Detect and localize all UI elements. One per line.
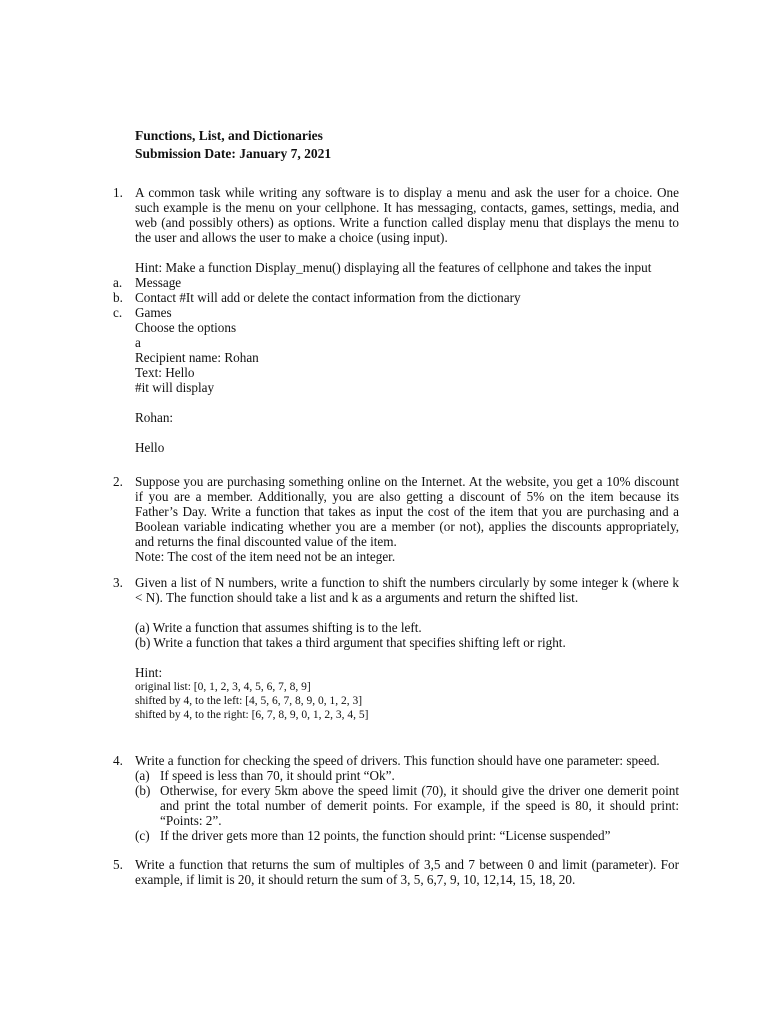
part-a: (a) Write a function that assumes shifting is to the left. [135, 620, 422, 635]
question-number: 2. [113, 474, 123, 489]
part-a: (a) If speed is less than 70, it should print “Ok”. [135, 768, 395, 783]
part-b: (b) Otherwise, for every 5km above the speed limit (70), it should give the driver one demerit point and print the total number of demerit points. For example, if the speed is 80, it should print: “Points: 2”. [135, 783, 679, 828]
question-text: Suppose you are purchasing something online on the Internet. At the website, you get a 10% discount if you are a member. Additionally, you are also getting a discount of 5% on the item because its Father’s Day. Write a function that takes as input the cost of the item that you are purchasing and a Boolean variable indicating whether you are a member (or not), applies the discounts appropriately, and returns the final discounted value of the item. [135, 474, 679, 549]
example-interaction: Choose the options a Recipient name: Rohan Text: Hello #it will display Rohan: Hello [113, 320, 679, 455]
menu-option-a: a. Message [113, 275, 182, 290]
hint-text: Hint: Make a function Display_menu() displaying all the features of cellphone and takes the input [135, 260, 652, 275]
part-b: (b) Write a function that takes a third argument that specifies shifting left or right. [135, 635, 566, 650]
question-2 [113, 474, 679, 564]
example-output-name: Rohan: [135, 410, 174, 425]
example-left: shifted by 4, to the left: [4, 5, 6, 7, 8, 9, 0, 1, 2, 3] [135, 695, 363, 707]
submission-date: Submission Date: January 7, 2021 [135, 146, 332, 161]
question-number: 5. [113, 857, 123, 872]
question-number: 4. [113, 753, 123, 768]
example-original: original list: [0, 1, 2, 3, 4, 5, 6, 7, 8, 9] [135, 681, 311, 693]
question-4 [113, 753, 679, 843]
example-right: shifted by 4, to the right: [6, 7, 8, 9, 0, 1, 2, 3, 4, 5] [135, 709, 369, 721]
part-c: (c) If the driver gets more than 12 points, the function should print: “License suspended” [135, 828, 611, 843]
question-number: 1. [113, 185, 123, 200]
document-title: Functions, List, and Dictionaries [135, 128, 323, 143]
question-text: Given a list of N numbers, write a function to shift the numbers circularly by some integer k (where k < N). The function should take a list and k as a arguments and return the shifted list. [135, 575, 679, 605]
question-number: 3. [113, 575, 123, 590]
question-text: Write a function that returns the sum of multiples of 3,5 and 7 between 0 and limit (parameter). For example, if limit is 20, it should return the sum of 3, 5, 6,7, 9, 10, 12,14, 15, 18, 20. [135, 857, 679, 887]
header [135, 127, 331, 163]
question-text: A common task while writing any software is to display a menu and ask the user for a choice. One such example is the menu on your cellphone. It has messaging, contacts, games, settings, media, and web (and possibly others) as options. Write a function called display menu that displays the menu to the user and allows the user to make a choice (using input). [135, 185, 679, 245]
question-text: Write a function for checking the speed of drivers. This function should have one parameter: speed. [135, 753, 660, 768]
hint-label: Hint: [135, 665, 163, 680]
question-3 [113, 575, 679, 722]
menu-option-c: c. Games [113, 305, 172, 320]
question-1 [113, 185, 679, 455]
note-text: Note: The cost of the item need not be an integer. [135, 549, 396, 564]
question-5 [113, 857, 679, 887]
menu-option-b: b. Contact #It will add or delete the contact information from the dictionary [113, 290, 521, 305]
example-output-message: Hello [135, 440, 165, 455]
